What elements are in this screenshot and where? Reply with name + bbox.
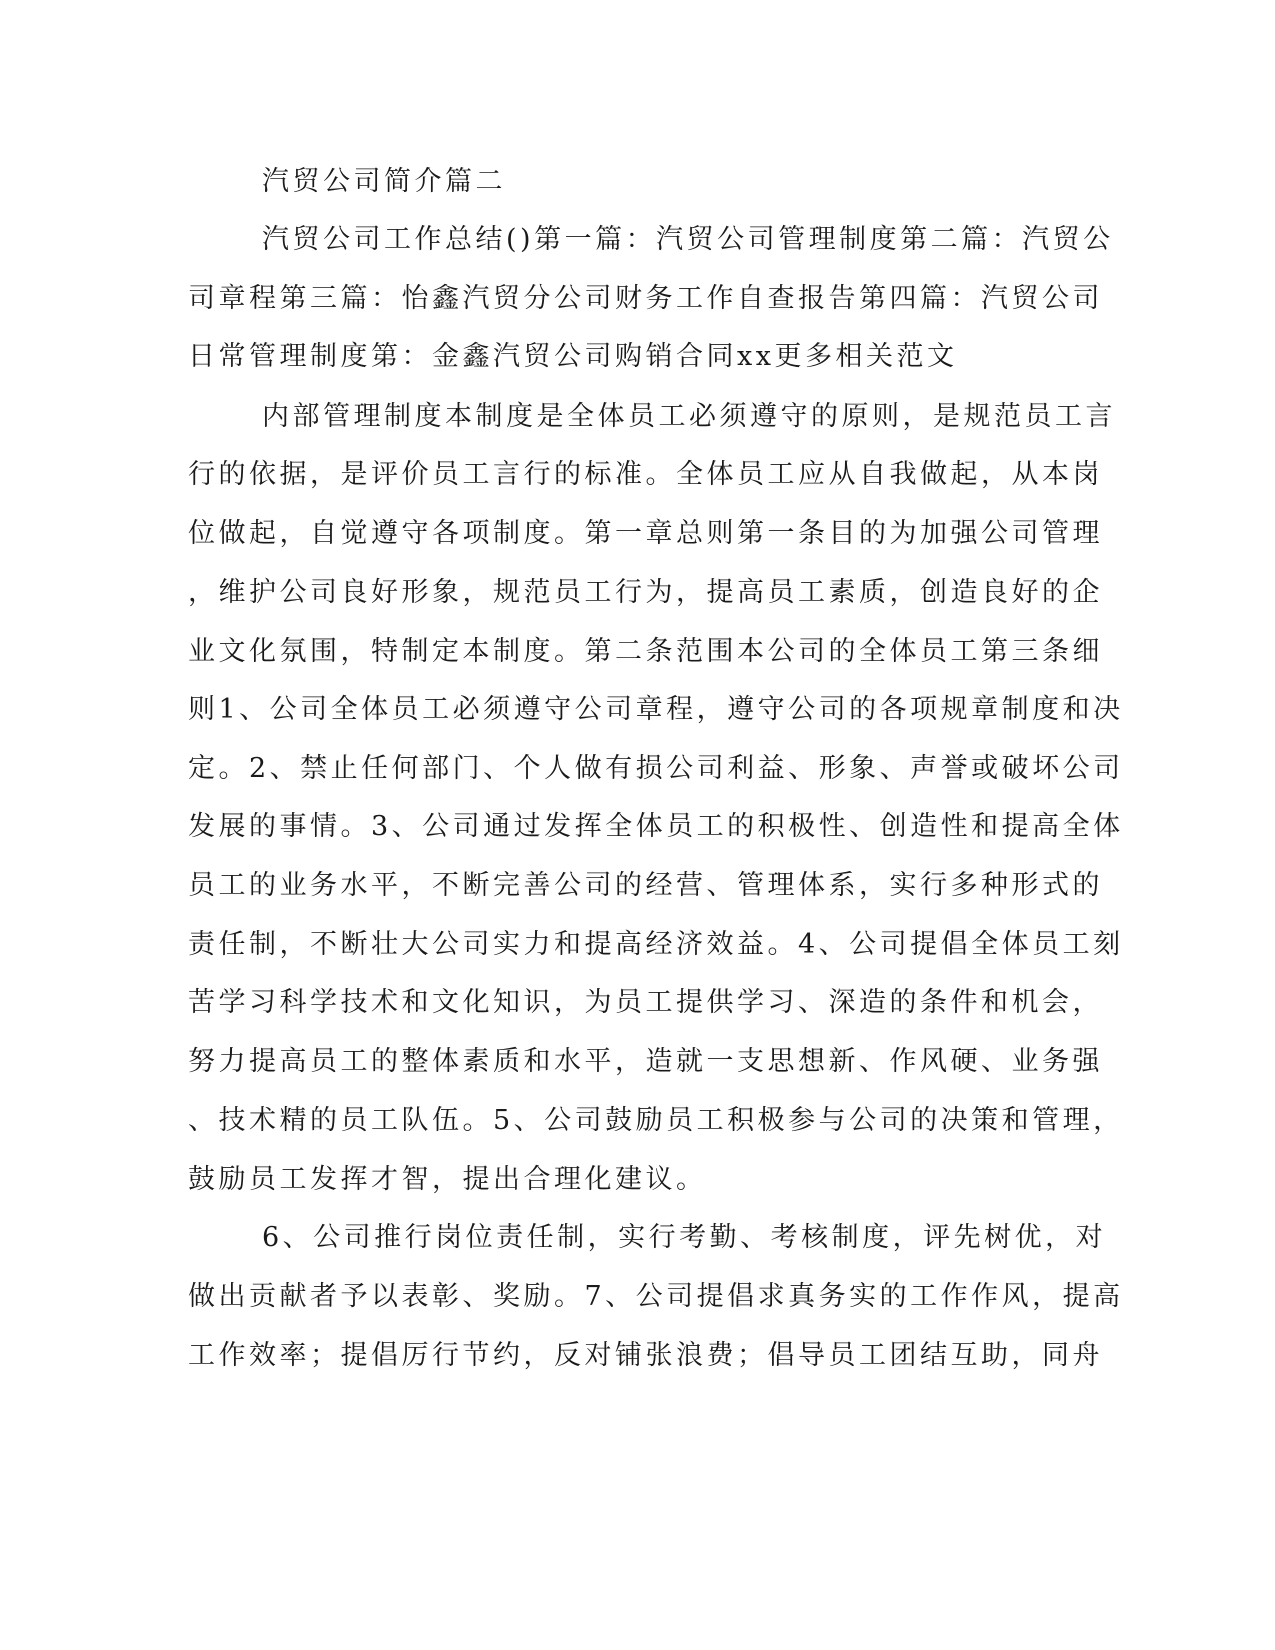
text-line: 内部管理制度本制度是全体员工必须遵守的原则，是规范员工言: [262, 401, 1116, 432]
text-line: 发展的事情。3、公司通过发挥全体员工的积极性、创造性和提高全体: [188, 811, 1124, 842]
text-line: 6、公司推行岗位责任制，实行考勤、考核制度，评先树优，对: [262, 1222, 1107, 1253]
text-line: 汽贸公司工作总结()第一篇：汽贸公司管理制度第二篇：汽贸公: [262, 224, 1114, 255]
text-line: 做出贡献者予以表彰、奖励。7、公司提倡求真务实的工作作风，提高: [188, 1281, 1124, 1312]
text-line: 行的依据，是评价员工言行的标准。全体员工应从自我做起，从本岗: [188, 459, 1103, 490]
text-line: 苦学习科学技术和文化知识，为员工提供学习、深造的条件和机会，: [188, 987, 1103, 1018]
text-line: 、技术精的员工队伍。5、公司鼓励员工积极参与公司的决策和管理，: [188, 1105, 1124, 1136]
document-heading: 汽贸公司简介篇二: [262, 166, 506, 197]
text-line: 努力提高员工的整体素质和水平，造就一支思想新、作风硬、业务强: [188, 1046, 1103, 1077]
text-line: 位做起，自觉遵守各项制度。第一章总则第一条目的为加强公司管理: [188, 518, 1103, 549]
text-line: 员工的业务水平，不断完善公司的经营、管理体系，实行多种形式的: [188, 870, 1103, 901]
text-line: ，维护公司良好形象，规范员工行为，提高员工素质，创造良好的企: [188, 577, 1103, 608]
text-line: 则1、公司全体员工必须遵守公司章程，遵守公司的各项规章制度和决: [188, 694, 1124, 725]
text-line: 工作效率；提倡厉行节约，反对铺张浪费；倡导员工团结互助，同舟: [188, 1340, 1103, 1371]
text-line: 定。2、禁止任何部门、个人做有损公司利益、形象、声誉或破坏公司: [188, 753, 1124, 784]
text-line: 业文化氛围，特制定本制度。第二条范围本公司的全体员工第三条细: [188, 636, 1103, 667]
text-line: 司章程第三篇：怡鑫汽贸分公司财务工作自查报告第四篇：汽贸公司: [188, 283, 1103, 314]
text-line: 鼓励员工发挥才智，提出合理化建议。: [188, 1164, 707, 1195]
text-line: 责任制，不断壮大公司实力和提高经济效益。4、公司提倡全体员工刻: [188, 929, 1124, 960]
text-line: 日常管理制度第：金鑫汽贸公司购销合同xx更多相关范文: [188, 341, 958, 372]
